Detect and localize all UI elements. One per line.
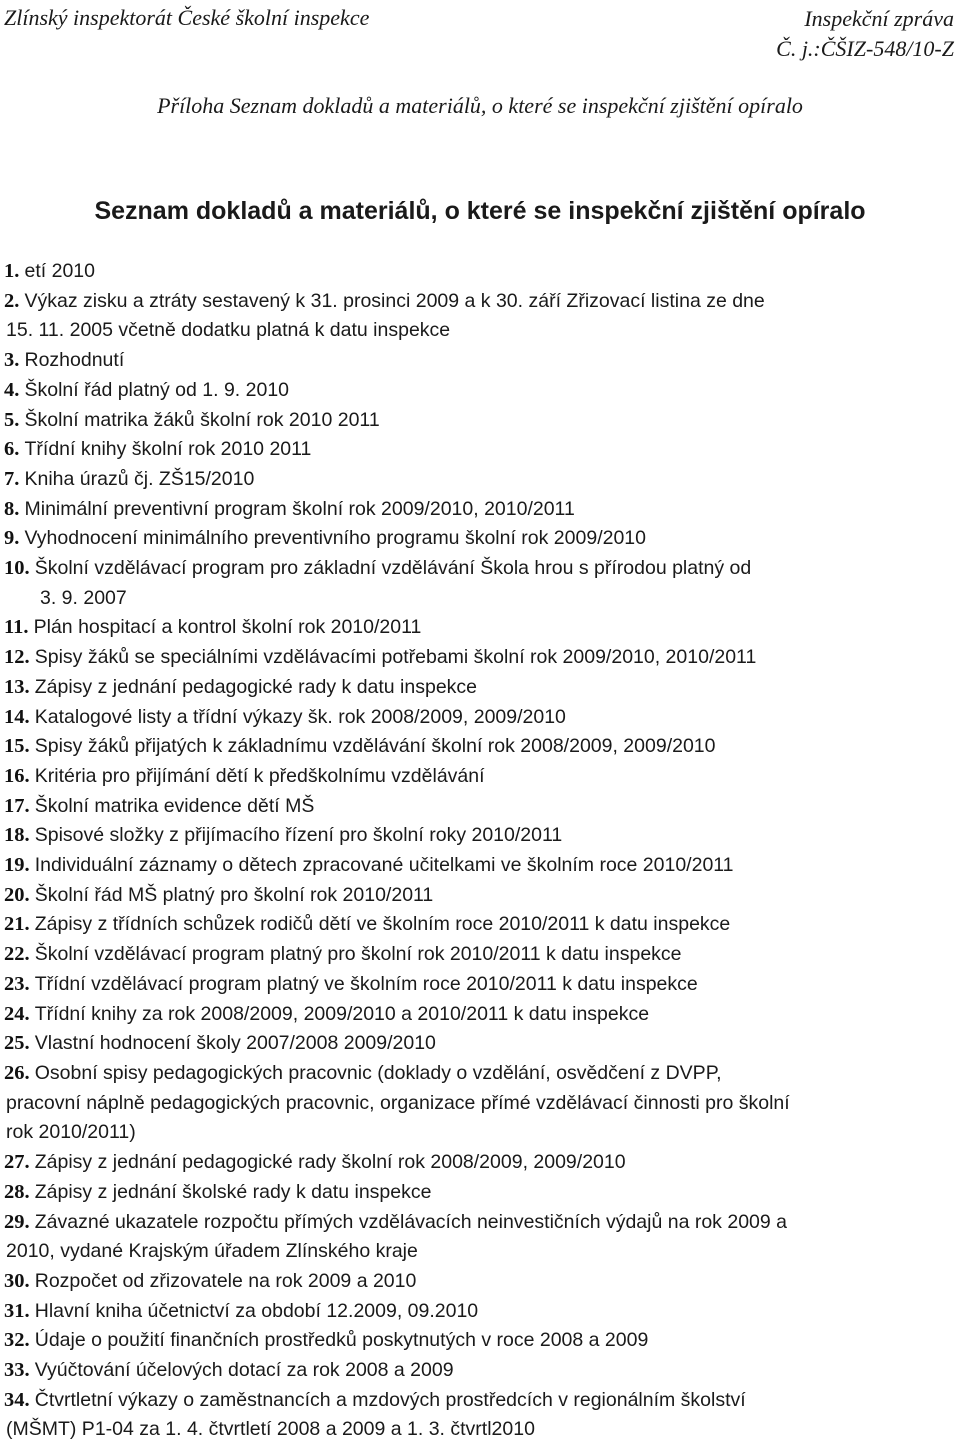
document-list <box>4 257 952 1445</box>
list-item <box>4 554 952 613</box>
item-number: 29. <box>4 1210 30 1233</box>
item-text: Závazné ukazatele rozpočtu přímých vzdělávacích neinvestičních výdajů na rok 2009 a <box>34 1210 787 1233</box>
list-item <box>4 495 952 525</box>
item-text: Třídní vzdělávací program platný ve školním roce 2010/2011 k datu inspekce <box>34 972 698 995</box>
item-text: Individuální záznamy o dětech zpracované učitelkami ve školním roce 2010/2011 <box>34 854 734 877</box>
item-text: Školní matrika žáků školní rok 2010 2011 <box>24 408 380 431</box>
item-text: Vlastní hodnocení školy 2007/2008 2009/2010 <box>34 1032 436 1055</box>
item-number: 32. <box>4 1329 30 1352</box>
item-text: Spisy žáků přijatých k základnímu vzdělávání školní rok 2008/2009, 2009/2010 <box>34 735 716 758</box>
list-item <box>4 1178 952 1208</box>
list-item <box>4 792 952 822</box>
list-item <box>4 1059 952 1148</box>
item-number: 34. <box>4 1388 30 1411</box>
list-item <box>4 524 952 554</box>
report-type: Inspekční zpráva <box>804 6 954 31</box>
list-item <box>4 465 952 495</box>
item-number: 1. <box>4 260 20 282</box>
item-text: Školní vzdělávací program pro základní vzdělávání Škola hrou s přírodou platný od <box>34 557 752 580</box>
list-item <box>4 762 952 792</box>
item-number: 26. <box>4 1061 30 1084</box>
item-text: Vyhodnocení minimálního preventivního programu školní rok 2009/2010 <box>24 527 646 550</box>
page-title: Seznam dokladů a materiálů, o které se inspekční zjištění opíralo <box>94 197 866 225</box>
item-text-continuation: rok 2010/2011) <box>6 1121 136 1144</box>
item-number: 24. <box>4 1002 30 1025</box>
item-text: Čtvrtletní výkazy o zaměstnancích a mzdových prostředcích v regionálním školství <box>34 1388 746 1411</box>
item-text: Katalogové listy a třídní výkazy šk. rok 2008/2009, 2009/2010 <box>34 705 566 728</box>
list-item <box>4 257 952 287</box>
list-item <box>4 376 952 406</box>
item-number: 16. <box>4 764 30 787</box>
item-number: 15. <box>4 735 30 758</box>
item-number: 12. <box>4 646 30 669</box>
item-text: Školní vzdělávací program platný pro školní rok 2010/2011 k datu inspekce <box>34 943 682 966</box>
item-text: Spisové složky z přijímacího řízení pro školní roky 2010/2011 <box>34 824 563 847</box>
item-text: Plán hospitací a kontrol školní rok 2010/2011 <box>33 616 422 639</box>
item-text: Výkaz zisku a ztráty sestavený k 31. prosinci 2009 a k 30. září Zřizovací listina ze dne <box>24 289 765 312</box>
list-item <box>4 613 952 643</box>
list-item <box>4 881 952 911</box>
item-number: 14. <box>4 705 30 728</box>
list-item <box>4 1267 952 1297</box>
item-number: 18. <box>4 824 30 847</box>
item-text-continuation: (MŠMT) P1-04 za 1. 4. čtvrtletí 2008 a 2009 a 1. 3. čtvrtl2010 <box>6 1418 535 1441</box>
item-text: Školní řád platný od 1. 9. 2010 <box>24 378 290 401</box>
list-item <box>4 1000 952 1030</box>
item-text: etí 2010 <box>24 260 95 282</box>
list-item <box>4 346 952 376</box>
list-item <box>4 1326 952 1356</box>
item-number: 17. <box>4 794 30 817</box>
list-item <box>4 732 952 762</box>
item-text: Třídní knihy za rok 2008/2009, 2009/2010 a 2010/2011 k datu inspekce <box>34 1002 650 1025</box>
item-number: 33. <box>4 1359 30 1382</box>
list-item <box>4 821 952 851</box>
list-item <box>4 643 952 673</box>
item-text: Zápisy z jednání pedagogické rady školní rok 2008/2009, 2009/2010 <box>34 1151 626 1174</box>
item-number: 19. <box>4 854 30 877</box>
list-item <box>4 435 952 465</box>
item-text: Údaje o použití finančních prostředků poskytnutých v roce 2008 a 2009 <box>34 1329 649 1352</box>
list-item <box>4 1029 952 1059</box>
item-number: 22. <box>4 943 30 966</box>
item-text: Školní řád MŠ platný pro školní rok 2010/2011 <box>34 883 434 906</box>
item-number: 6. <box>4 438 20 461</box>
item-text-continuation: 2010, vydané Krajským úřadem Zlínského kraje <box>6 1240 418 1263</box>
inspectorate-name: Zlínský inspektorát České školní inspekce <box>4 5 370 30</box>
item-number: 11. <box>4 616 29 639</box>
item-text: Zápisy z třídních schůzek rodičů dětí ve školním roce 2010/2011 k datu inspekce <box>34 913 731 936</box>
list-item <box>4 851 952 881</box>
reference-number: Č. j.:ČŠIZ-548/10-Z <box>776 36 954 61</box>
item-text: Zápisy z jednání školské rady k datu inspekce <box>34 1180 432 1203</box>
item-number: 23. <box>4 972 30 995</box>
item-number: 28. <box>4 1180 30 1203</box>
item-text: Zápisy z jednání pedagogické rady k datu inspekce <box>34 675 478 698</box>
item-number: 9. <box>4 527 20 550</box>
list-item <box>4 703 952 733</box>
report-reference <box>776 4 954 64</box>
item-text: Rozhodnutí <box>24 349 125 372</box>
list-item <box>4 1386 952 1445</box>
list-item <box>4 406 952 436</box>
list-item <box>4 970 952 1000</box>
item-number: 10. <box>4 557 30 580</box>
item-text: Vyúčtování účelových dotací za rok 2008 a 2009 <box>34 1359 454 1382</box>
item-text: Osobní spisy pedagogických pracovnic (doklady o vzdělání, osvědčení z DVPP, <box>34 1061 722 1084</box>
list-item <box>4 940 952 970</box>
item-text-continuation: 15. 11. 2005 včetně dodatku platná k datu inspekce <box>6 319 451 342</box>
item-number: 31. <box>4 1299 30 1322</box>
item-text: Kniha úrazů čj. ZŠ15/2010 <box>24 467 255 490</box>
list-item <box>4 1297 952 1327</box>
item-text: Minimální preventivní program školní rok 2009/2010, 2010/2011 <box>24 497 575 520</box>
item-number: 30. <box>4 1269 30 1292</box>
item-text-continuation: 3. 9. 2007 <box>40 586 127 609</box>
item-text: Školní matrika evidence dětí MŠ <box>34 794 315 817</box>
list-item <box>4 1356 952 1386</box>
item-number: 20. <box>4 883 30 906</box>
list-item <box>4 1208 952 1267</box>
item-number: 13. <box>4 675 30 698</box>
list-item <box>4 910 952 940</box>
item-number: 2. <box>4 289 20 312</box>
item-number: 8. <box>4 497 20 520</box>
item-text: Třídní knihy školní rok 2010 2011 <box>24 438 312 461</box>
item-text-continuation: pracovní náplně pedagogických pracovnic, organizace přímé vzdělávací činnosti pro školní <box>6 1091 790 1114</box>
item-text: Spisy žáků se speciálními vzdělávacími potřebami školní rok 2009/2010, 2010/2011 <box>34 646 757 669</box>
item-number: 7. <box>4 467 20 490</box>
item-number: 5. <box>4 408 20 431</box>
annex-caption: Příloha Seznam dokladů a materiálů, o které se inspekční zjištění opíralo <box>157 93 803 118</box>
item-number: 27. <box>4 1151 30 1174</box>
item-number: 4. <box>4 378 20 401</box>
list-item <box>4 1148 952 1178</box>
item-text: Kritéria pro přijímání dětí k předškolnímu vzdělávání <box>34 764 485 787</box>
list-item <box>4 673 952 703</box>
item-text: Rozpočet od zřizovatele na rok 2009 a 2010 <box>34 1269 417 1292</box>
item-text: Hlavní kniha účetnictví za období 12.2009, 09.2010 <box>34 1299 479 1322</box>
item-number: 3. <box>4 349 20 372</box>
item-number: 25. <box>4 1032 30 1055</box>
list-item <box>4 287 952 346</box>
item-number: 21. <box>4 913 30 936</box>
